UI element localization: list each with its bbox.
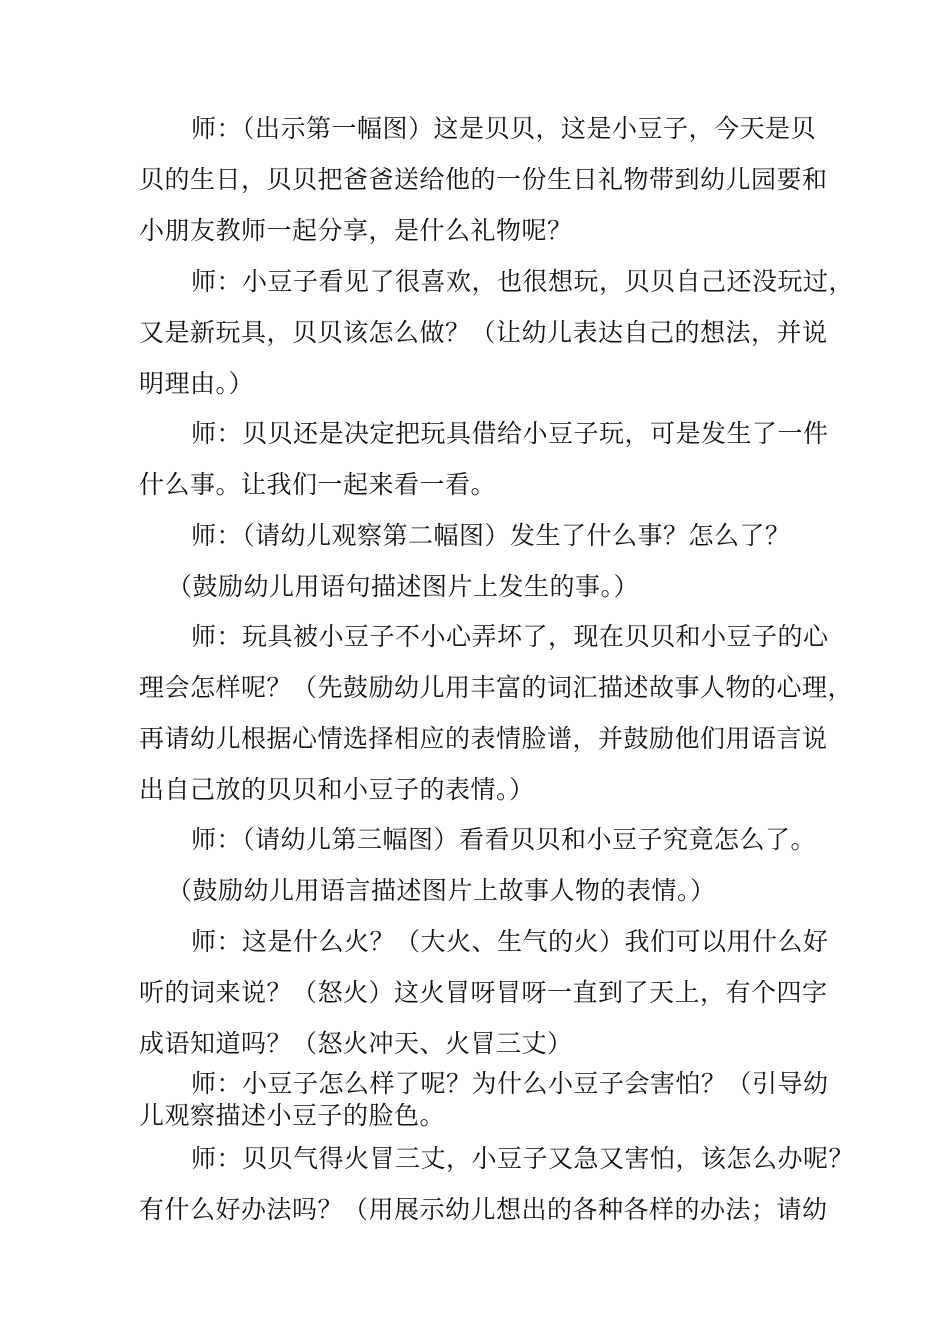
- paragraph-7: [139, 916, 839, 1069]
- paragraph-line: （鼓励幼儿用语句描述图片上发生的事。）: [167, 572, 640, 601]
- paragraph-line: 师：（请幼儿观察第二幅图）发生了什么事？怎么了？: [191, 521, 791, 550]
- paragraph-line: 师：小豆子怎么样了呢？为什么小豆子会害怕？（引导幼: [191, 1069, 829, 1098]
- paragraph-2: [139, 256, 855, 409]
- paragraph-8: [139, 1068, 839, 1132]
- paragraph-line: 又是新玩具，贝贝该怎么做？（让幼儿表达自己的想法，并说: [139, 318, 828, 347]
- paragraph-line: 有什么好办法吗？（用展示幼儿想出的各种各样的办法；请幼: [139, 1195, 828, 1224]
- paragraph-line: 什么事。让我们一起来看一看。: [139, 470, 497, 499]
- paragraph-line: 师：这是什么火？（大火、生气的火）我们可以用什么好: [191, 927, 829, 956]
- paragraph-line: 师：小豆子看见了很喜欢，也很想玩，贝贝自己还没玩过，: [191, 267, 855, 296]
- paragraph-line: 理会怎样呢？（先鼓励幼儿用丰富的词汇描述故事人物的心理，: [139, 673, 854, 702]
- paragraph-line: （鼓励幼儿用语言描述图片上故事人物的表情。）: [167, 876, 716, 905]
- paragraph-line: 成语知道吗？（怒火冲天、火冒三丈）: [139, 1029, 573, 1058]
- paragraph-9: [139, 1133, 855, 1235]
- paragraph-line: 贝的生日，贝贝把爸爸送给他的一份生日礼物带到幼儿园要和: [139, 165, 828, 194]
- paragraph-line: 出自己放的贝贝和小豆子的表情。）: [139, 775, 535, 804]
- paragraph-line: 再请幼儿根据心情选择相应的表情脸谱，并鼓励他们用语言说: [139, 724, 828, 753]
- paragraph-5: [139, 611, 854, 815]
- paragraph-line: 师：贝贝气得火冒三丈，小豆子又急又害怕，该怎么办呢？: [191, 1144, 855, 1173]
- paragraph-line: 儿观察描述小豆子的脸色。: [139, 1101, 446, 1130]
- paragraph-line: 明理由。）: [139, 369, 255, 398]
- paragraph-line: 听的词来说？（怒火）这火冒呀冒呀一直到了天上，有个四字: [139, 978, 828, 1007]
- paragraph-6: [139, 814, 839, 916]
- paragraph-line: 师：玩具被小豆子不小心弄坏了，现在贝贝和小豆子的心: [191, 622, 829, 651]
- paragraph-line: 师：（出示第一幅图）这是贝贝，这是小豆子，今天是贝: [191, 114, 817, 143]
- paragraph-line: 小朋友教师一起分享，是什么礼物呢？: [139, 216, 573, 245]
- paragraph-1: [139, 103, 839, 256]
- paragraph-4: [139, 510, 839, 612]
- paragraph-line: 师：贝贝还是决定把玩具借给小豆子玩，可是发生了一件: [191, 419, 829, 448]
- paragraph-3: [139, 408, 839, 510]
- paragraph-line: 师：（请幼儿第三幅图）看看贝贝和小豆子究竟怎么了。: [191, 825, 817, 854]
